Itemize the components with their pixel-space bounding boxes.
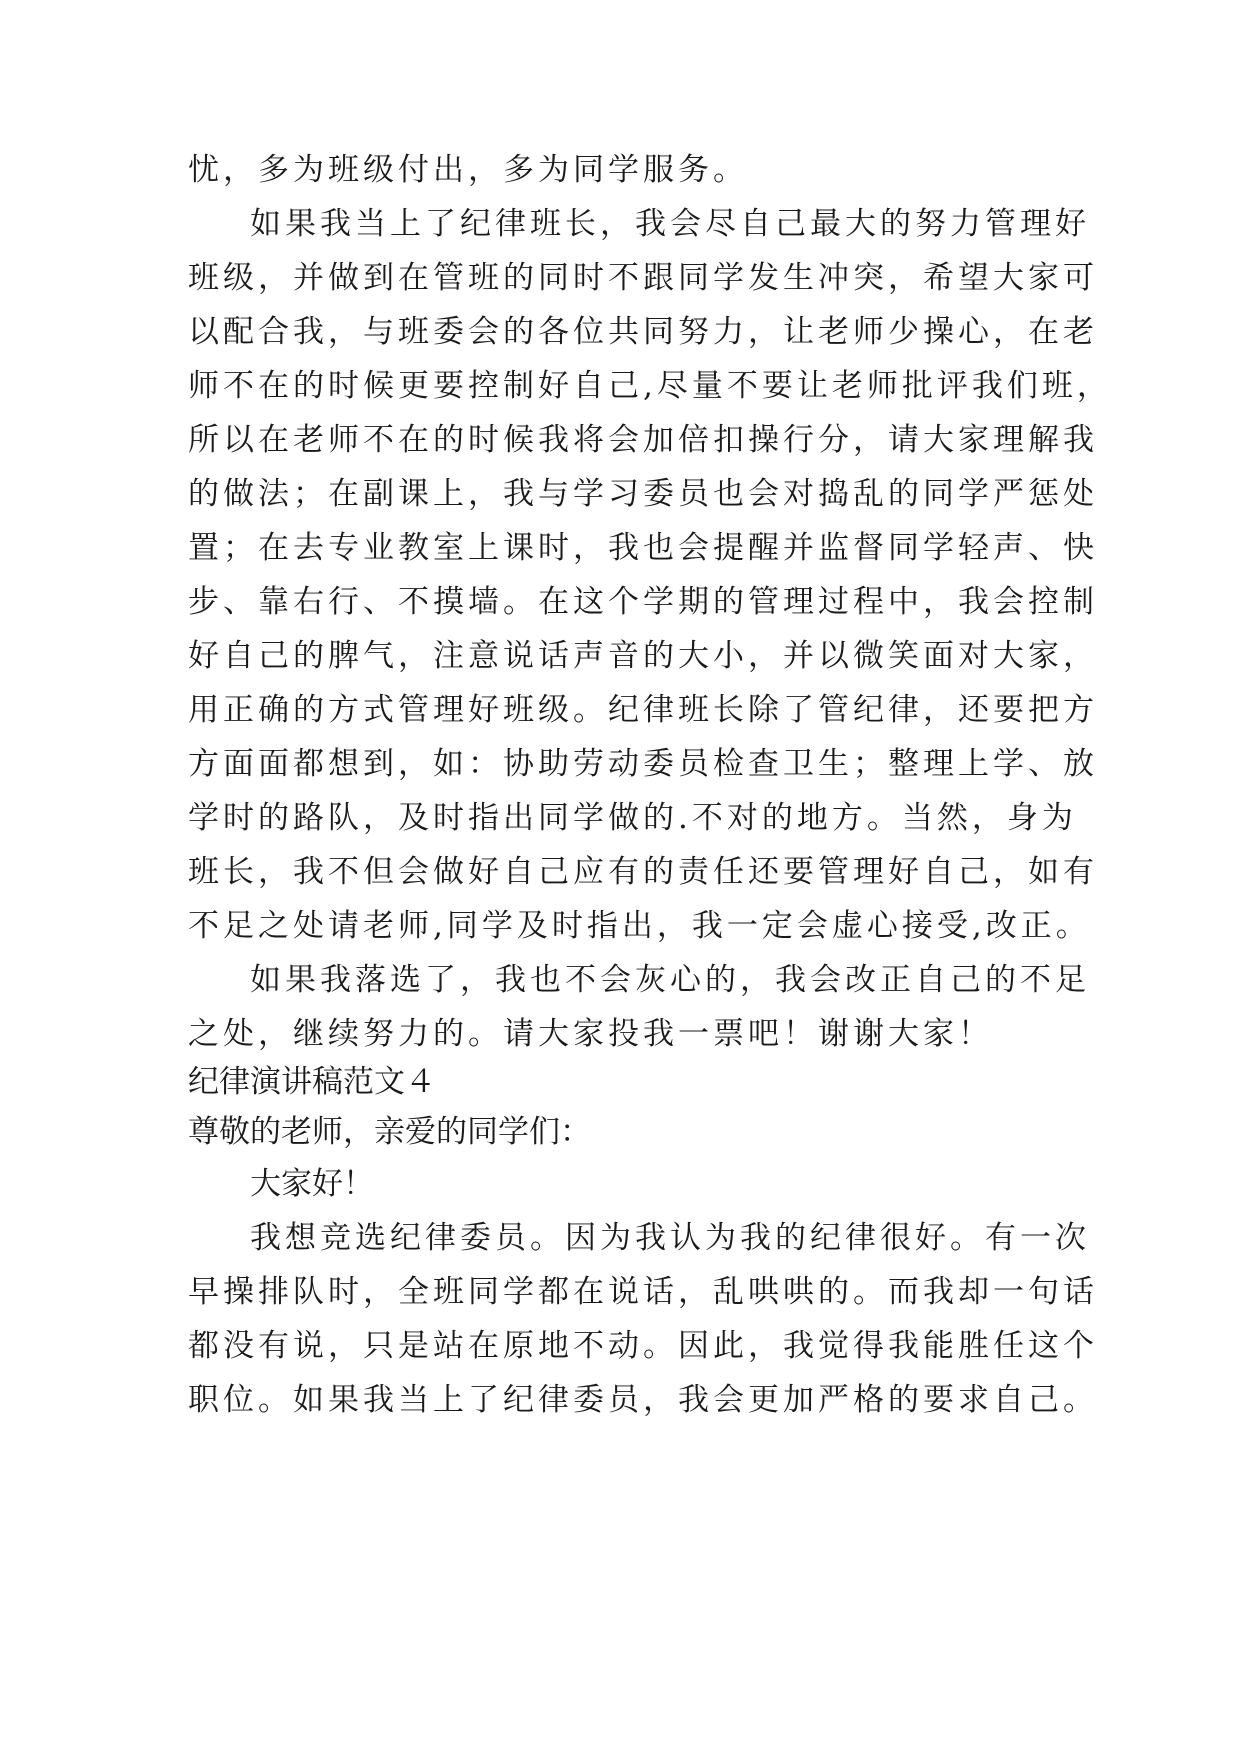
text-line-23: 都没有说，只是站在原地不动。因此，我觉得我能胜任这个 xyxy=(188,1328,1098,1364)
text-line-14: 班长，我不但会做好自己应有的责任还要管理好自己，如有 xyxy=(188,854,1098,890)
text-line-2: 如果我当上了纪律班长，我会尽自己最大的努力管理好 xyxy=(250,206,1090,242)
text-line-13: 学时的路队，及时指出同学做的.不对的地方。当然，身为 xyxy=(188,800,1077,836)
text-line-24: 职位。如果我当上了纪律委员，我会更加严格的要求自己。 xyxy=(188,1382,1098,1418)
text-line-4: 以配合我，与班委会的各位共同努力，让老师少操心，在老 xyxy=(188,314,1098,350)
text-line-15: 不足之处请老师,同学及时指出，我一定会虚心接受,改正。 xyxy=(188,908,1091,944)
text-line-21: 我想竞选纪律委员。因为我认为我的纪律很好。有一次 xyxy=(250,1220,1090,1256)
text-line-9: 步、靠右行、不摸墙。在这个学期的管理过程中，我会控制 xyxy=(188,584,1098,620)
text-line-22: 早操排队时，全班同学都在说话，乱哄哄的。而我却一句话 xyxy=(188,1274,1098,1310)
section-heading: 纪律演讲稿范文４ xyxy=(188,1064,436,1100)
greeting: 大家好！ xyxy=(250,1166,374,1202)
text-line-1: 忧，多为班级付出，多为同学服务。 xyxy=(188,152,748,188)
salutation: 尊敬的老师，亲爱的同学们： xyxy=(188,1114,591,1150)
text-line-8: 置；在去专业教室上课时，我也会提醒并监督同学轻声、快 xyxy=(188,530,1098,566)
text-line-6: 所以在老师不在的时候我将会加倍扣操行分，请大家理解我 xyxy=(188,422,1098,458)
text-line-11: 用正确的方式管理好班级。纪律班长除了管纪律，还要把方 xyxy=(188,692,1098,728)
text-line-5: 师不在的时候更要控制好自己,尽量不要让老师批评我们班， xyxy=(188,368,1112,404)
text-line-16: 如果我落选了，我也不会灰心的，我会改正自己的不足 xyxy=(250,962,1090,998)
text-line-12: 方面面都想到，如：协助劳动委员检查卫生；整理上学、放 xyxy=(188,746,1098,782)
text-line-7: 的做法；在副课上，我与学习委员也会对捣乱的同学严惩处 xyxy=(188,476,1098,512)
text-line-10: 好自己的脾气，注意说话声音的大小，并以微笑面对大家， xyxy=(188,638,1098,674)
text-line-17: 之处，继续努力的。请大家投我一票吧！谢谢大家！ xyxy=(188,1016,993,1052)
text-line-3: 班级，并做到在管班的同时不跟同学发生冲突，希望大家可 xyxy=(188,260,1098,296)
